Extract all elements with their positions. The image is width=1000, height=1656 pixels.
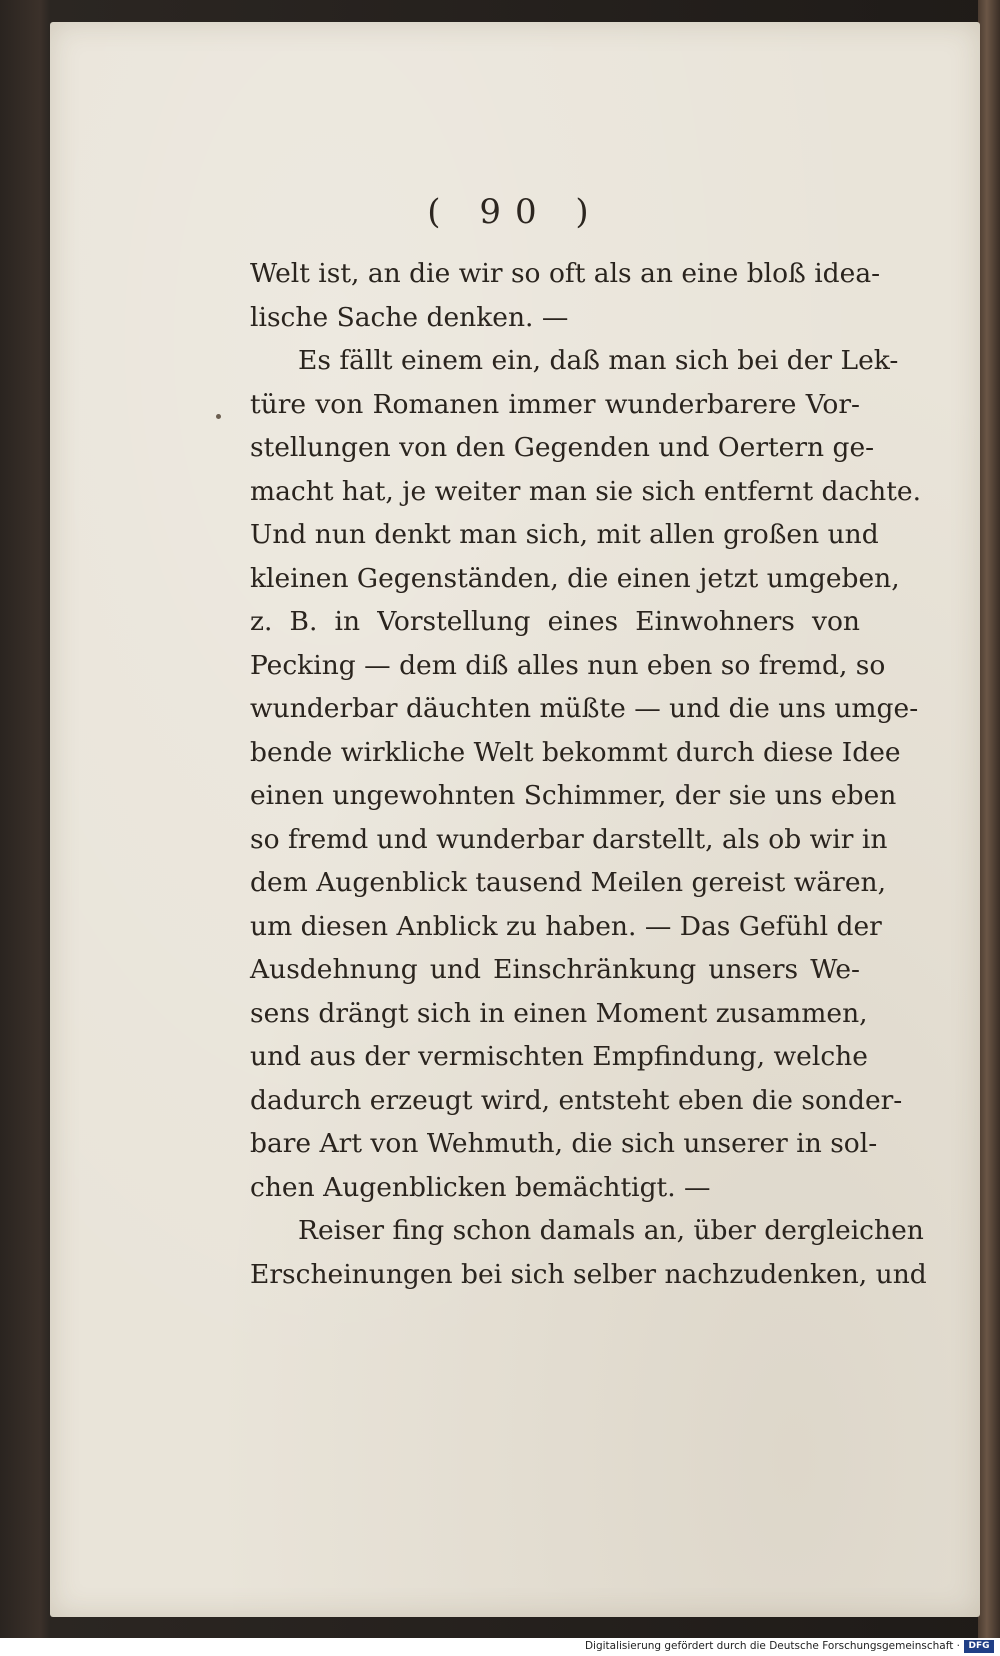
- text-line: Welt ist, an die wir so oft als an eine bloß idea-: [250, 258, 881, 289]
- text-line: so fremd und wunderbar darstellt, als ob wir in: [250, 823, 888, 855]
- text-line: Pecking — dem diß alles nun eben so fremd, so: [250, 649, 886, 681]
- body-text: [250, 252, 927, 1296]
- text-line: stellungen von den Gegenden und Oertern ge-: [250, 432, 875, 463]
- book-edge: [978, 0, 1000, 1656]
- text-line: dem Augenblick tausend Meilen gereist wären,: [250, 867, 887, 898]
- text-line: Ausdehnung und Einschränkung unsers We-: [250, 954, 860, 985]
- text-line: Und nun denkt man sich, mit allen großen und: [250, 519, 879, 550]
- text-line: dadurch erzeugt wird, entsteht eben die sonder-: [250, 1084, 903, 1116]
- text-line: Reiser fing schon damals an, über dergleichen: [298, 1215, 924, 1246]
- text-line: bare Art von Wehmuth, die sich unserer in sol-: [250, 1128, 878, 1159]
- text-line: um diesen Anblick zu haben. — Das Gefühl der: [250, 910, 882, 942]
- text-line: einen ungewohnten Schimmer, der sie uns eben: [250, 780, 897, 811]
- text-line: und aus der vermischten Empfindung, welche: [250, 1041, 868, 1072]
- footer-credit: Digitalisierung gefördert durch die Deutsche Forschungsgemeinschaft ·: [584, 1640, 960, 1652]
- text-line: lische Sache denken. —: [250, 301, 569, 333]
- text-line: sens drängt sich in einen Moment zusammen,: [250, 997, 868, 1029]
- text-line: Es fällt einem ein, daß man sich bei der Lek-: [298, 345, 899, 376]
- page-number: ( 90 ): [427, 192, 603, 232]
- text-line: wunderbar däuchten müßte — und die uns umge-: [250, 693, 919, 724]
- text-line: Erscheinungen bei sich selber nachzudenken, und: [250, 1258, 927, 1290]
- text-line: macht hat, je weiter man sie sich entfernt dachte.: [250, 475, 921, 507]
- dfg-logo-icon: DFG: [964, 1640, 994, 1653]
- text-line: bende wirkliche Welt bekommt durch diese Idee: [250, 736, 901, 768]
- text-line: türe von Romanen immer wunderbarere Vor-: [250, 388, 860, 420]
- text-line: kleinen Gegenständen, die einen jetzt umgeben,: [250, 562, 900, 594]
- text-line: chen Augenblicken bemächtigt. —: [250, 1171, 711, 1203]
- text-line: z. B. in Vorstellung eines Einwohners von: [250, 606, 860, 637]
- paper-speck: [216, 414, 221, 419]
